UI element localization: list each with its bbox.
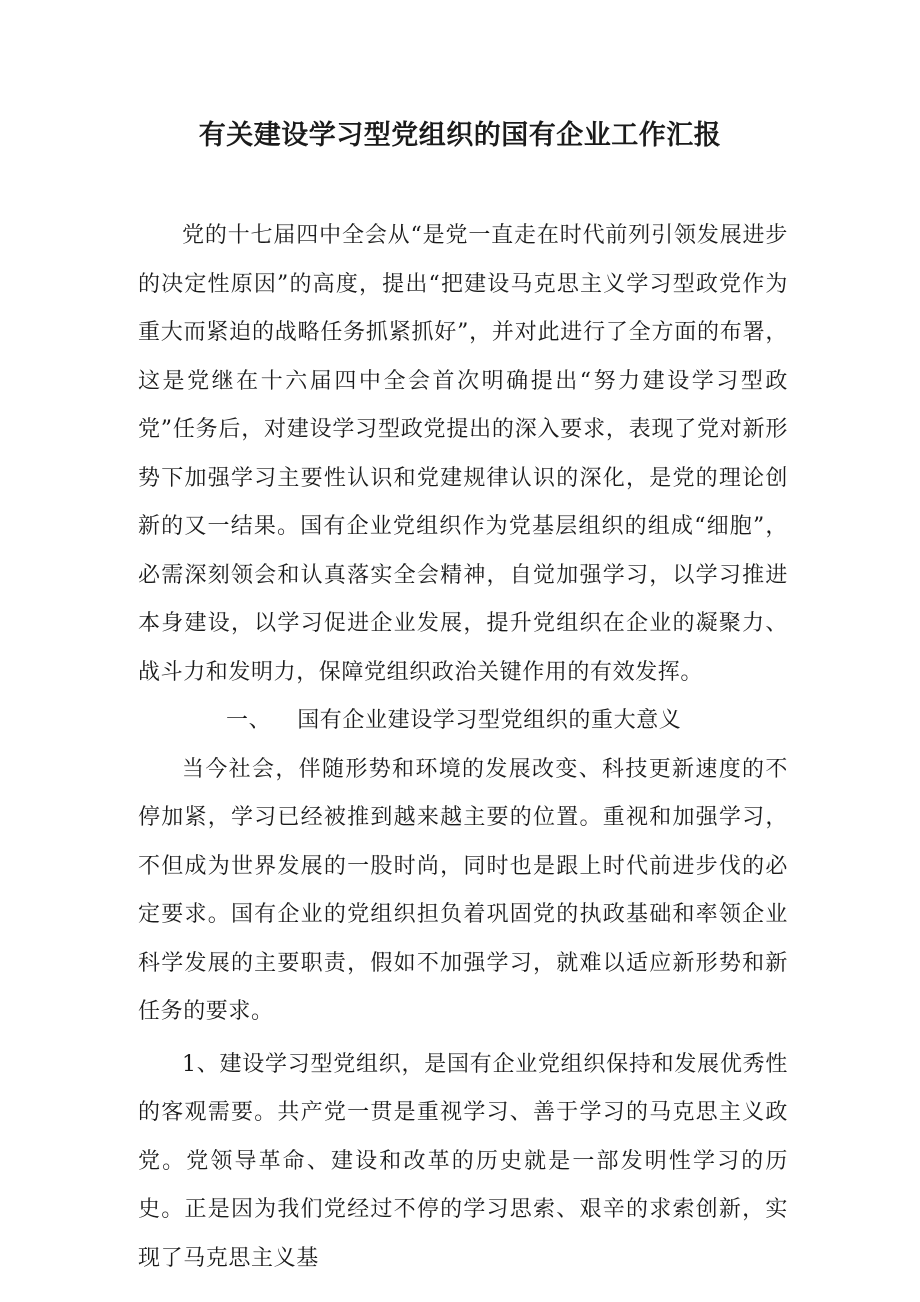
- document-title: 有关建设学习型党组织的国有企业工作汇报: [198, 120, 722, 151]
- section-heading-text: 国有企业建设学习型党组织的重大意义: [297, 708, 682, 733]
- paragraph-intro: 党的十七届四中全会从“是党一直走在时代前列引领发展进步的决定性原因”的高度，提出“把建设马克思主义学习型政党作为重大而紧迫的战略任务抓紧抓好”，并对此进行了全方面的布署，这是党继在十六届四中全会首次明确提出“努力建设学习型政党”任务后，对建设学习型政党提出的深入要求，表现了党对新形势下加强学习主要性认识和党建规律认识的深化，是党的理论创新的又一结果。国有企业党组织作为党基层组织的组成“细胞”，必需深刻领会和认真落实全会精神，自觉加强学习，以学习推进本身建设，以学习促进企业发展，提升党组织在企业的凝聚力、战斗力和发明力，保障党组织政治关键作用的有效发挥。: [138, 223, 788, 685]
- document-body: [138, 212, 788, 1283]
- paragraph-point-1: 1、建设学习型党组织，是国有企业党组织保持和发展优秀性的客观需要。共产党一贯是重视学习、善于学习的马克思主义政党。党领导革命、建设和改革的历史就是一部发明性学习的历史。正是因为我们党经过不停的学习思索、艰辛的求索创新，实现了马克思主义基: [138, 1051, 788, 1271]
- section-number: 一、: [226, 708, 272, 733]
- section-heading: [138, 697, 788, 746]
- paragraph-context: 当今社会，伴随形势和环境的发展改变、科技更新速度的不停加紧，学习已经被推到越来越主要的位置。重视和加强学习，不但成为世界发展的一股时尚，同时也是跟上时代前进步伐的必定要求。国有企业的党组织担负着巩固党的执政基础和率领企业科学发展的主要职责，假如不加强学习，就难以适应新形势和新任务的要求。: [138, 756, 788, 1024]
